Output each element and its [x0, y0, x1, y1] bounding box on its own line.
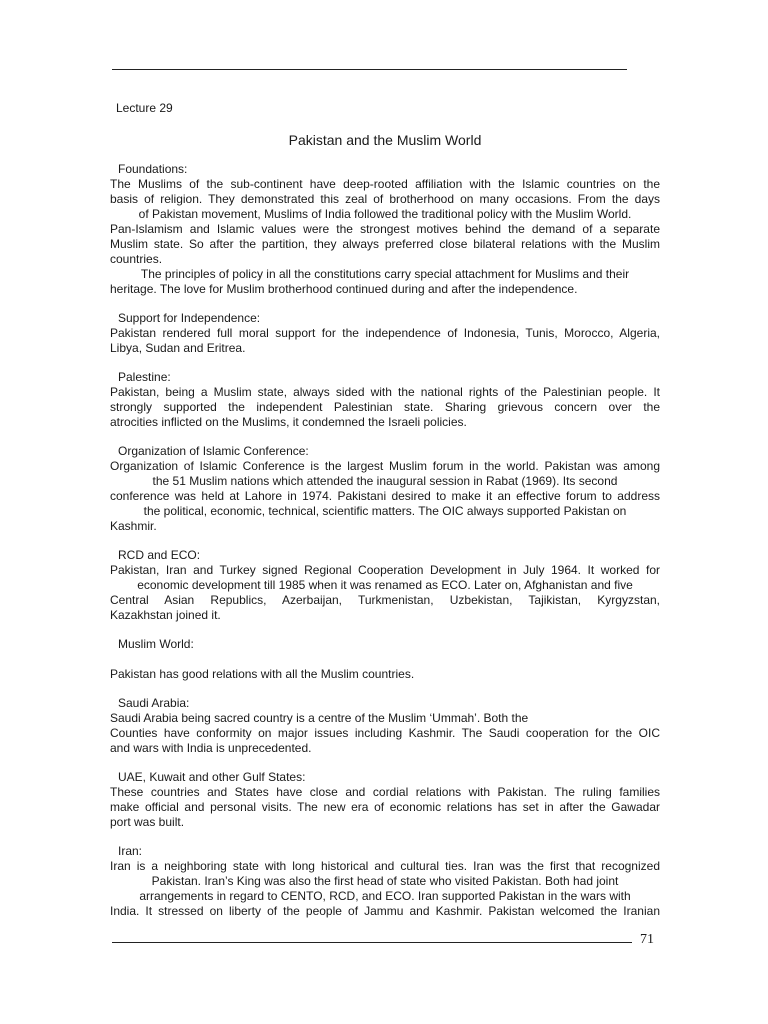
section-body [110, 652, 660, 682]
paragraph-line: make official and personal visits. The new era of economic relations has set in after the Gawadar [110, 800, 660, 814]
paragraph-line: strongly supported the independent Palestinian state. Sharing grievous concern over the [110, 400, 660, 414]
paragraph-line: The principles of policy in all the constitutions carry special attachment for Muslims and their [140, 267, 630, 281]
section [110, 311, 660, 356]
paragraph-line: and wars with India is unprecedented. [110, 741, 312, 755]
paragraph-line: Organization of Islamic Conference is the largest Muslim forum in the world. Pakistan was among [110, 459, 660, 473]
paragraph-line: Pakistan, being a Muslim state, always sided with the national rights of the Palestinian people. It [110, 385, 660, 399]
section-heading: Palestine: [118, 370, 171, 384]
section-heading: Organization of Islamic Conference: [118, 444, 309, 458]
section-heading: Support for Independence: [118, 311, 261, 325]
paragraph-line: Counties have conformity on major issues including Kashmir. The Saudi cooperation for the OIC [110, 726, 660, 740]
paragraph-line: economic development till 1985 when it was renamed as ECO. Later on, Afghanistan and five [137, 578, 633, 592]
footer-rule [112, 942, 632, 943]
section [110, 844, 660, 919]
paragraph-line: heritage. The love for Muslim brotherhood continued during and after the independence. [110, 282, 578, 296]
section-body [110, 859, 660, 919]
paragraph-line: atrocities inflicted on the Muslims, it condemned the Israeli policies. [110, 415, 467, 429]
section-heading: Foundations: [118, 162, 188, 176]
section-heading: Saudi Arabia: [118, 696, 190, 710]
section [110, 770, 660, 830]
section-body [110, 785, 660, 830]
paragraph-line: Pakistan rendered full moral support for the independence of Indonesia, Tunis, Morocco, Algeria, [110, 326, 660, 340]
paragraph-line: These countries and States have close and cordial relations with Pakistan. The ruling families [110, 785, 660, 799]
paragraph-line: Libya, Sudan and Eritrea. [110, 341, 246, 355]
paragraph-line: Iran is a neighboring state with long historical and cultural ties. Iran was the first that recognized [110, 859, 660, 873]
paragraph-line: Muslim state. So after the partition, they always preferred close bilateral relations with the Muslim [110, 237, 660, 251]
paragraph-line: basis of religion. They demonstrated this zeal of brotherhood on many occasions. From the days [110, 192, 660, 206]
section-body [110, 385, 660, 430]
paragraph-line: Central Asian Republics, Azerbaijan, Turkmenistan, Uzbekistan, Tajikistan, Kyrgyzstan, [110, 593, 660, 607]
header-rule [112, 69, 627, 70]
document-body [110, 162, 660, 933]
section-heading: Iran: [118, 844, 143, 858]
page-number: 71 [640, 932, 654, 947]
section-body [110, 563, 660, 623]
section [110, 370, 660, 430]
paragraph-line [110, 652, 660, 667]
section-body [110, 326, 660, 356]
paragraph-line: Saudi Arabia being sacred country is a centre of the Muslim ‘Ummah’. Both the [110, 711, 529, 725]
paragraph-line: Pan-Islamism and Islamic values were the strongest motives behind the demand of a separate [110, 222, 660, 236]
section-body [110, 459, 660, 534]
paragraph-line: of Pakistan movement, Muslims of India followed the traditional policy with the Muslim World. [138, 207, 632, 221]
paragraph-line: the 51 Muslim nations which attended the inaugural session in Rabat (1969). Its second [152, 474, 618, 488]
section-heading: Muslim World: [118, 637, 194, 651]
paragraph-line: Kashmir. [110, 519, 157, 533]
lecture-label: Lecture 29 [116, 101, 173, 115]
paragraph-line: arrangements in regard to CENTO, RCD, and ECO. Iran supported Pakistan in the wars with [139, 889, 631, 903]
paragraph-line: conference was held at Lahore in 1974. Pakistani desired to make it an effective forum to address [110, 489, 660, 503]
section [110, 548, 660, 623]
paragraph-line: countries. [110, 252, 163, 266]
paragraph-line: Pakistan has good relations with all the Muslim countries. [110, 667, 415, 681]
paragraph-line: Pakistan. Iran’s King was also the first head of state who visited Pakistan. Both had joint [151, 874, 619, 888]
page-title: Pakistan and the Muslim World [288, 132, 482, 148]
section-heading: UAE, Kuwait and other Gulf States: [118, 770, 306, 784]
paragraph-line: port was built. [110, 815, 185, 829]
section-body [110, 711, 660, 756]
paragraph-line: India. It stressed on liberty of the people of Jammu and Kashmir. Pakistan welcomed the Iranian [110, 904, 660, 918]
section [110, 162, 660, 297]
paragraph-line: the political, economic, technical, scientific matters. The OIC always supported Pakistan on [143, 504, 627, 518]
section-body [110, 177, 660, 297]
paragraph-line: Pakistan, Iran and Turkey signed Regional Cooperation Development in July 1964. It worked for [110, 563, 660, 577]
section [110, 444, 660, 534]
paragraph-line: The Muslims of the sub-continent have deep-rooted affiliation with the Islamic countries on the [110, 177, 660, 191]
paragraph-line: Kazakhstan joined it. [110, 608, 221, 622]
section-heading: RCD and ECO: [118, 548, 201, 562]
section [110, 637, 660, 682]
section [110, 696, 660, 756]
